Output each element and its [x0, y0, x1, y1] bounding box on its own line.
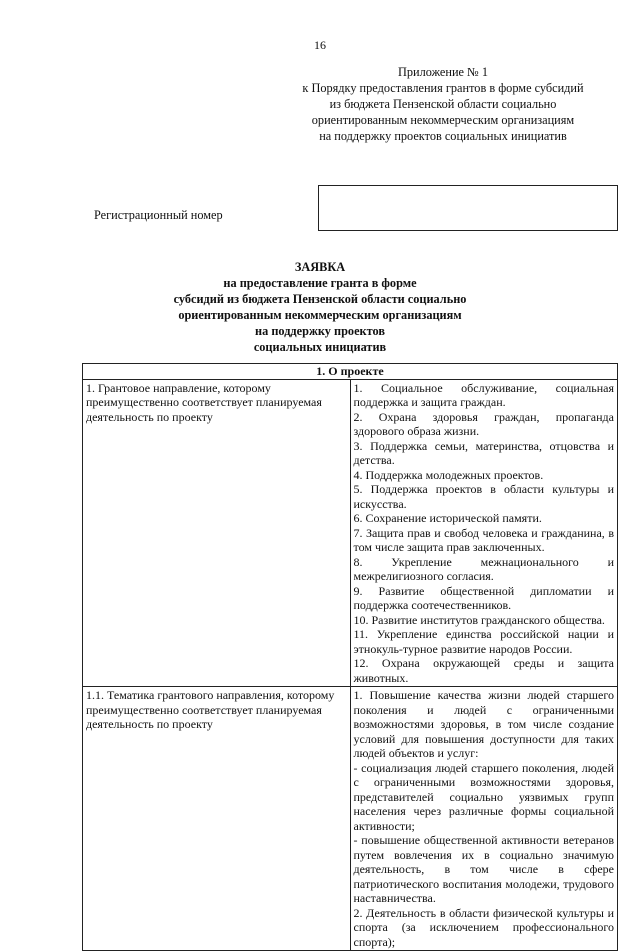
- list-item: 8. Укрепление межнационального и межрелигиозного согласия.: [353, 554, 614, 583]
- page-number: 16: [314, 38, 326, 52]
- list-item: 7. Защита прав и свобод человека и гражданина, в том числе защита прав заключенных.: [353, 525, 614, 554]
- project-table: [82, 363, 618, 951]
- title-line: на предоставление гранта в форме: [223, 276, 417, 290]
- list-item: 1. Повышение качества жизни людей старшего поколения и людей с ограниченными возможностями здоровья, в том числе создание условий для повышения доступности для таких людей объектов и услуг:: [353, 688, 614, 760]
- appendix-line: из бюджета Пензенской области социально: [329, 97, 557, 111]
- title-line: субсидий из бюджета Пензенской области социально: [173, 292, 467, 306]
- application-title: [150, 259, 490, 355]
- list-item: 3. Поддержка семьи, материнства, отцовства и детства.: [353, 438, 614, 467]
- list-item: - повышение общественной активности ветеранов путем вовлечения их в социально значимую деятельность, в том числе в сфере патриотического воспитания молодежи, трудового наставничества.: [353, 833, 614, 905]
- row-label: 1.1. Тематика грантового направления, которому преимущественно соответствует планируемая деятельность по проекту: [83, 687, 351, 951]
- appendix-line: к Порядку предоставления грантов в форме субсидий: [302, 81, 584, 95]
- appendix-header: [278, 64, 608, 144]
- table-row: [83, 379, 618, 687]
- section-header-row: [83, 364, 618, 380]
- registration-number-field[interactable]: [318, 185, 618, 231]
- list-item: 11. Укрепление единства российской нации и этнокуль-турное развитие народов России.: [353, 627, 614, 656]
- list-item: 1. Социальное обслуживание, социальная поддержка и защита граждан.: [353, 380, 614, 409]
- list-item: 5. Поддержка проектов в области культуры и искусства.: [353, 482, 614, 511]
- title-line: социальных инициатив: [253, 340, 387, 354]
- list-item: - социализация людей старшего поколения, людей с ограниченными возможностями здоровья, представителей социально уязвимых групп населения через различные формы социальной активности;: [353, 760, 614, 833]
- title-line: ориентированным некоммерческим организациям: [178, 308, 462, 322]
- list-item: 9. Развитие общественной дипломатии и поддержка соотечественников.: [353, 583, 614, 612]
- list-item: 4. Поддержка молодежных проектов.: [353, 467, 544, 482]
- list-item: 2. Охрана здоровья граждан, пропаганда здорового образа жизни.: [353, 409, 614, 438]
- row-items: [350, 379, 618, 687]
- appendix-line: ориентированным некоммерческим организациям: [311, 113, 575, 127]
- title-main: ЗАЯВКА: [294, 260, 346, 274]
- appendix-line: на поддержку проектов социальных инициатив: [319, 129, 567, 143]
- list-item: 6. Сохранение исторической памяти.: [353, 511, 542, 525]
- registration-label: Регистрационный номер: [94, 208, 223, 222]
- row-label: 1. Грантовое направление, которому преимущественно соответствует планируемая деятельность по проекту: [83, 379, 351, 687]
- list-item: 2. Деятельность в области физической культуры и спорта (за исключением профессионального спорта);: [353, 905, 614, 949]
- section-title: 1. О проекте: [83, 364, 618, 380]
- list-item: 10. Развитие институтов гражданского общества.: [353, 612, 605, 627]
- title-line: на поддержку проектов: [255, 324, 385, 338]
- row-items: [350, 687, 618, 951]
- appendix-title: Приложение № 1: [397, 65, 489, 79]
- list-item: 12. Охрана окружающей среды и защита животных.: [353, 656, 614, 685]
- table-row: [83, 687, 618, 951]
